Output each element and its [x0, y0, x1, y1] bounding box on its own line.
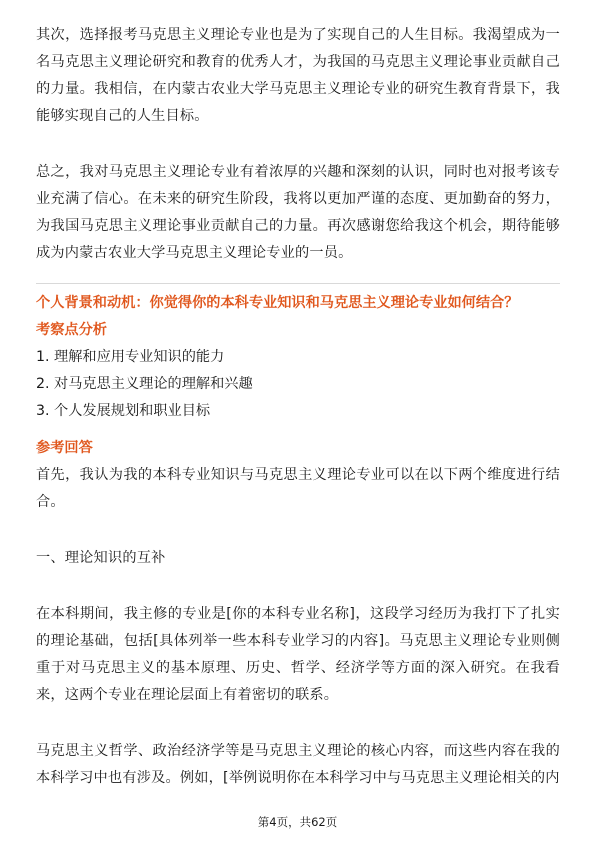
body-paragraph: 其次，选择报考马克思主义理论专业也是为了实现自己的人生目标。我渴望成为一名马克思主义理论研究和教育的优秀人才，为我国的马克思主义理论事业贡献自己的力量。我相信，在内蒙古农业大学马克思主义理论专业的研究生教育背景下，我能够实现自己的人生目标。 [36, 27, 560, 124]
analysis-item: 3. 个人发展规划和职业目标 [36, 403, 211, 419]
section-divider [36, 283, 560, 284]
body-paragraph: 总之，我对马克思主义理论专业有着浓厚的兴趣和深刻的认识，同时也对报考该专业充满了信心。在未来的研究生阶段，我将以更加严谨的态度、更加勤奋的努力，为我国马克思主义理论事业贡献自己的力量。再次感谢您给我这个机会，期待能够成为内蒙古农业大学马克思主义理论专业的一员。 [36, 164, 560, 261]
analysis-item: 2. 对马克思主义理论的理解和兴趣 [36, 376, 253, 392]
spacer [36, 425, 560, 435]
analysis-heading: 考察点分析 [36, 322, 107, 338]
analysis-item: 1. 理解和应用专业知识的能力 [36, 349, 225, 365]
answer-paragraph: 首先，我认为我的本科专业知识与马克思主义理论专业可以在以下两个维度进行结合。 [36, 467, 560, 510]
spacer [36, 709, 560, 738]
spacer [36, 130, 560, 159]
document-page [36, 22, 560, 792]
spacer [36, 572, 560, 601]
answer-paragraph: 在本科期间，我主修的专业是[你的本科专业名称]，这段学习经历为我打下了扎实的理论基础，包括[具体列举一些本科专业学习的内容]。马克思主义理论专业则侧重于对马克思主义的基本原理、历史、哲学、经济学等方面的深入研究。在我看来，这两个专业在理论层面上有着密切的联系。 [36, 606, 560, 703]
answer-heading: 参考回答 [36, 440, 93, 456]
spacer [36, 516, 560, 545]
answer-paragraph: 马克思主义哲学、政治经济学等是马克思主义理论的核心内容，而这些内容在我的本科学习中也有涉及。例如，[举例说明你在本科学习中与马克思主义理论相关的内 [36, 743, 560, 786]
answer-subheading: 一、理论知识的互补 [36, 550, 166, 566]
question-title: 个人背景和动机：你觉得你的本科专业知识和马克思主义理论专业如何结合？ [36, 295, 519, 311]
page-footer: 第4页，共62页 [257, 815, 338, 829]
